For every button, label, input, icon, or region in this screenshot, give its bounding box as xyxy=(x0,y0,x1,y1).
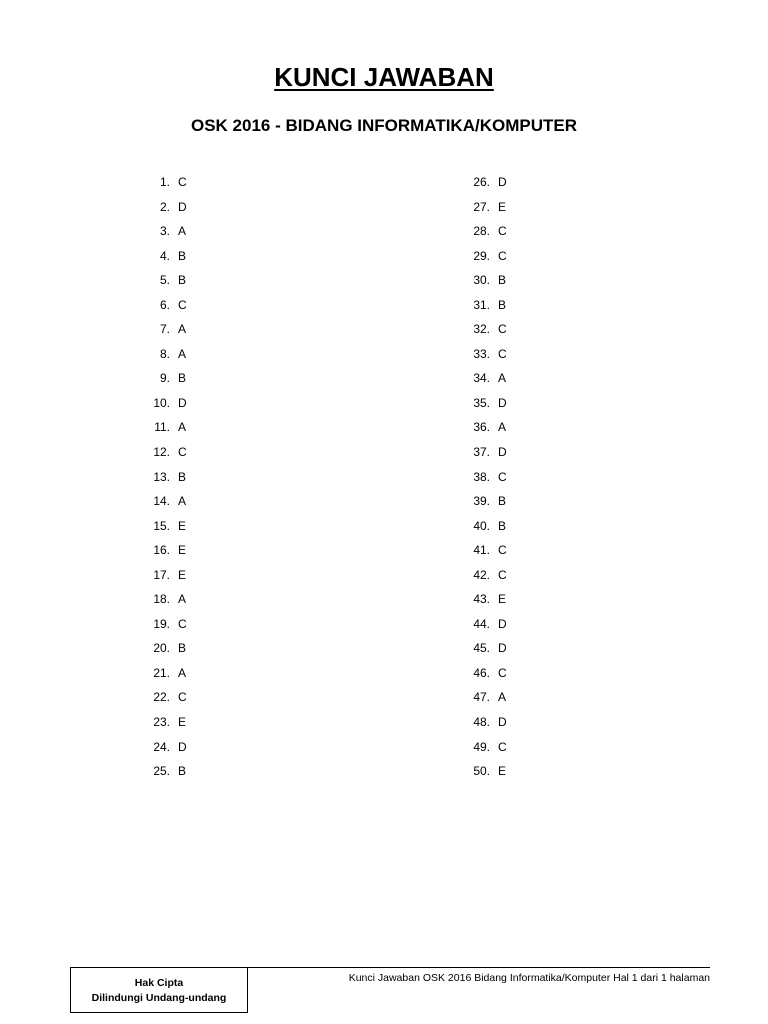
question-number: 30. xyxy=(473,273,490,288)
answer-letter: B xyxy=(178,248,187,263)
question-number: 39. xyxy=(473,494,490,509)
answer-letter: D xyxy=(498,715,507,730)
answer-letter: D xyxy=(178,199,187,214)
answer-letter: D xyxy=(178,395,187,410)
answer-row xyxy=(150,346,198,371)
answer-letter: A xyxy=(178,224,187,239)
question-number: 34. xyxy=(473,371,490,386)
answer-letter: C xyxy=(498,469,507,484)
answer-row xyxy=(470,567,518,592)
answer-letter: A xyxy=(498,690,507,705)
question-number: 12. xyxy=(153,445,170,460)
answer-row xyxy=(470,321,518,346)
answer-letter: E xyxy=(498,592,507,607)
question-number: 46. xyxy=(473,665,490,680)
answer-row xyxy=(470,248,518,273)
question-number: 43. xyxy=(473,592,490,607)
answer-row xyxy=(470,689,518,714)
answer-letter: B xyxy=(178,764,187,779)
answer-row xyxy=(470,591,518,616)
answer-letter: C xyxy=(498,739,507,754)
answer-row xyxy=(150,272,198,297)
answer-row xyxy=(470,518,518,543)
question-number: 15. xyxy=(153,518,170,533)
answer-row xyxy=(470,739,518,764)
answer-letter: C xyxy=(498,224,507,239)
answer-row xyxy=(150,419,198,444)
answer-row xyxy=(150,199,198,224)
answer-row xyxy=(150,469,198,494)
question-number: 18. xyxy=(153,592,170,607)
answer-letter: B xyxy=(178,641,187,656)
copyright-line-1: Hak Cipta xyxy=(134,976,184,989)
answer-row xyxy=(150,395,198,420)
answer-letter: B xyxy=(498,297,507,312)
answer-row xyxy=(150,689,198,714)
answer-letter: A xyxy=(178,322,187,337)
question-number: 24. xyxy=(153,739,170,754)
answer-row xyxy=(470,199,518,224)
question-number: 10. xyxy=(153,395,170,410)
answer-row xyxy=(150,640,198,665)
answer-letter: A xyxy=(498,420,507,435)
question-number: 26. xyxy=(473,175,490,189)
question-number: 22. xyxy=(153,690,170,705)
question-number: 14. xyxy=(153,494,170,509)
answer-row xyxy=(150,174,198,199)
answer-letter: C xyxy=(178,297,187,312)
answer-row xyxy=(470,665,518,690)
question-number: 11. xyxy=(154,420,170,435)
question-number: 5. xyxy=(159,273,170,288)
question-number: 36. xyxy=(473,420,490,435)
answer-row xyxy=(150,370,198,395)
question-number: 20. xyxy=(153,641,170,656)
answer-letter: C xyxy=(178,175,187,189)
question-number: 41. xyxy=(473,543,490,558)
answer-row xyxy=(150,616,198,641)
answer-column-left xyxy=(150,174,198,788)
answer-row xyxy=(470,370,518,395)
question-number: 44. xyxy=(473,616,490,631)
answer-letter: E xyxy=(178,543,187,558)
answer-letter: C xyxy=(178,616,187,631)
question-number: 27. xyxy=(473,199,490,214)
copyright-line-2: Dilindungi Undang-undang xyxy=(91,991,227,1004)
answer-row xyxy=(470,395,518,420)
answer-letter: C xyxy=(498,346,507,361)
answer-letter: E xyxy=(498,199,507,214)
answer-letter: D xyxy=(498,175,507,189)
question-number: 32. xyxy=(473,322,490,337)
answer-letter: C xyxy=(178,690,187,705)
answer-row xyxy=(150,518,198,543)
answer-row xyxy=(470,714,518,739)
answer-row xyxy=(470,763,518,788)
answer-row xyxy=(150,321,198,346)
question-number: 2. xyxy=(159,199,170,214)
answer-row xyxy=(470,297,518,322)
page-title: KUNCI JAWABAN xyxy=(274,62,494,92)
question-number: 1. xyxy=(159,175,170,189)
answer-letter: B xyxy=(178,469,187,484)
question-number: 49. xyxy=(473,739,490,754)
answer-row xyxy=(470,346,518,371)
page-subtitle: OSK 2016 - BIDANG INFORMATIKA/KOMPUTER xyxy=(191,116,577,135)
question-number: 21. xyxy=(153,665,170,680)
answer-row xyxy=(150,493,198,518)
answer-row xyxy=(150,567,198,592)
answer-letter: B xyxy=(178,273,187,288)
answer-letter: E xyxy=(498,764,507,779)
answer-letter: A xyxy=(498,371,507,386)
answer-row xyxy=(150,665,198,690)
answer-letter: A xyxy=(178,346,187,361)
answer-letter: D xyxy=(498,616,507,631)
question-number: 6. xyxy=(159,297,170,312)
footer-divider xyxy=(248,967,710,968)
question-number: 31. xyxy=(473,297,490,312)
answer-row xyxy=(150,248,198,273)
answer-row xyxy=(470,469,518,494)
answer-letter: E xyxy=(178,715,187,730)
question-number: 25. xyxy=(153,764,170,779)
question-number: 19. xyxy=(153,616,170,631)
answer-letter: B xyxy=(498,494,507,509)
answer-row xyxy=(150,763,198,788)
question-number: 48. xyxy=(473,715,490,730)
question-number: 29. xyxy=(473,248,490,263)
answer-row xyxy=(150,297,198,322)
answer-row xyxy=(470,174,518,199)
question-number: 7. xyxy=(159,322,170,337)
answer-row xyxy=(150,542,198,567)
question-number: 40. xyxy=(473,518,490,533)
answer-letter: B xyxy=(498,518,507,533)
answer-row xyxy=(470,419,518,444)
answer-letter: C xyxy=(498,665,507,680)
answer-row xyxy=(150,591,198,616)
answer-row xyxy=(470,640,518,665)
answer-row xyxy=(150,444,198,469)
question-number: 38. xyxy=(473,469,490,484)
question-number: 42. xyxy=(473,567,490,582)
question-number: 3. xyxy=(159,224,170,239)
footer-doc-info: Kunci Jawaban OSK 2016 Bidang Informatika/Komputer Hal 1 dari 1 halaman xyxy=(348,972,710,984)
question-number: 28. xyxy=(473,224,490,239)
answer-letter: C xyxy=(178,445,187,460)
copyright-box xyxy=(70,967,248,1013)
question-number: 33. xyxy=(473,346,490,361)
answer-row xyxy=(470,542,518,567)
answer-row xyxy=(150,714,198,739)
answer-column-right xyxy=(470,174,518,788)
answer-letter: D xyxy=(498,395,507,410)
question-number: 8. xyxy=(159,346,170,361)
answer-letter: C xyxy=(498,322,507,337)
question-number: 47. xyxy=(473,690,490,705)
question-number: 13. xyxy=(153,469,170,484)
answer-row xyxy=(470,223,518,248)
answer-row xyxy=(150,223,198,248)
answer-letter: C xyxy=(498,567,507,582)
answer-row xyxy=(470,616,518,641)
question-number: 23. xyxy=(153,715,170,730)
answer-letter: A xyxy=(178,665,187,680)
question-number: 17. xyxy=(153,567,170,582)
answer-letter: A xyxy=(178,494,187,509)
answer-letter: B xyxy=(498,273,507,288)
question-number: 50. xyxy=(473,764,490,779)
answer-letter: C xyxy=(498,248,507,263)
answer-letter: D xyxy=(178,739,187,754)
answer-row xyxy=(470,493,518,518)
question-number: 16. xyxy=(153,543,170,558)
question-number: 9. xyxy=(159,371,170,386)
question-number: 37. xyxy=(473,445,490,460)
answer-letter: A xyxy=(178,420,187,435)
answer-letter: E xyxy=(178,567,187,582)
answer-row xyxy=(470,444,518,469)
question-number: 35. xyxy=(473,395,490,410)
answer-letter: C xyxy=(498,543,507,558)
answer-letter: A xyxy=(178,592,187,607)
answer-letter: D xyxy=(498,641,507,656)
answer-letter: B xyxy=(178,371,187,386)
question-number: 45. xyxy=(473,641,490,656)
answer-row xyxy=(150,739,198,764)
answer-letter: D xyxy=(498,445,507,460)
question-number: 4. xyxy=(159,248,170,263)
answer-letter: E xyxy=(178,518,187,533)
answer-row xyxy=(470,272,518,297)
